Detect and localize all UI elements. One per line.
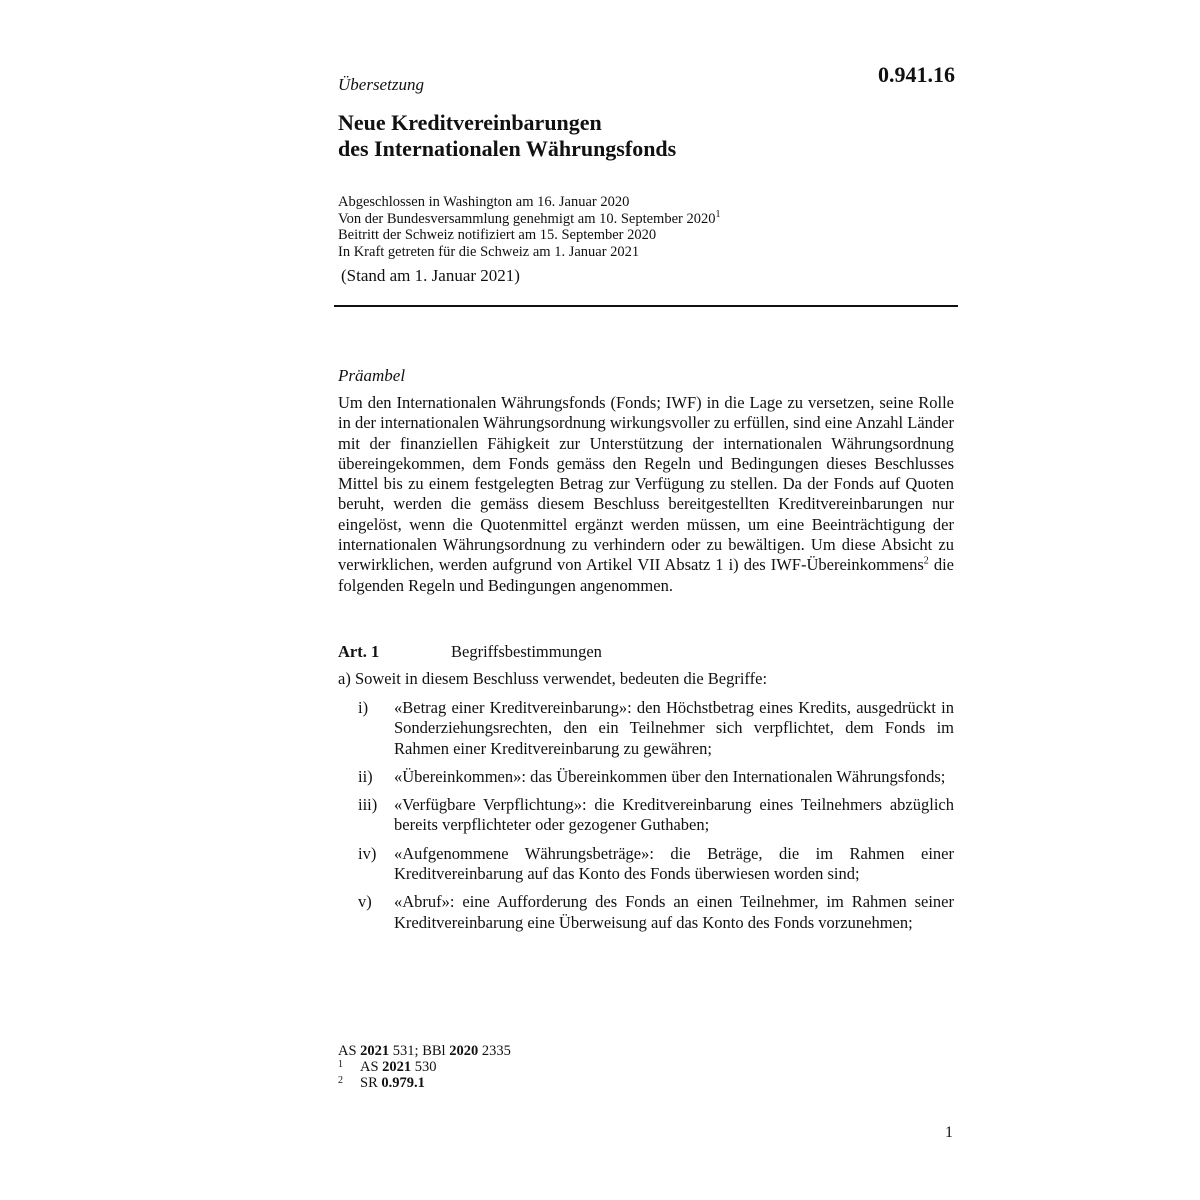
preamble-text-main: Um den Internationalen Währungsfonds (Fonds; IWF) in die Lage zu versetzen, seine Rolle in der internationalen Währungsordnung wirkungsvoller zu erfüllen, sind eine Anzahl Länder mit der finanziellen Fähigkeit zur Unterstützung der internationalen Währungsordnung übereingekommen, dem Fonds gemäss den Regeln und Bedingungen dieses Beschlusses Mittel bis zu einem festgelegten Betrag zur Verfügung zu stellen. Da der Fonds auf Quoten beruht, werden die gemäss diesem Beschluss bereitgestellten Kreditvereinbarungen nur eingelöst, wenn die Quotenmittel ergänzt werden müssen, um eine Beeinträchtigung der internationalen Währungsordnung zu verhindern oder zu bewältigen. Um diese Absicht zu verwirklichen, werden aufgrund von Artikel VII Absatz 1 i) des IWF-Übereinkommens bbox=[338, 393, 954, 575]
definition-number: iii) bbox=[358, 795, 378, 815]
footnote-2 bbox=[338, 1075, 511, 1091]
definition-text: «Aufgenommene Währungsbeträge»: die Beträge, die im Rahmen einer Kreditvereinbarung auf das Konto des Fonds überwiesen worden sind; bbox=[394, 843, 954, 884]
footnote-mark: 1 bbox=[338, 1059, 343, 1070]
source-bbl-year: 2020 bbox=[449, 1043, 479, 1059]
footnote-prefix: SR bbox=[360, 1075, 382, 1091]
footnote-bold: 0.979.1 bbox=[381, 1075, 425, 1091]
meta-approved: Von der Bundesversammlung genehmigt am 10. September 2020 bbox=[338, 210, 716, 227]
header-divider bbox=[334, 305, 958, 307]
page-number: 1 bbox=[945, 1124, 953, 1141]
definition-item bbox=[338, 767, 954, 787]
preamble-text-end: die folgenden Regeln und Bedingungen angenommen. bbox=[338, 555, 954, 595]
source-as-year: 2021 bbox=[360, 1043, 390, 1059]
footnote-ref-2[interactable]: 2 bbox=[923, 555, 929, 567]
title-line-1: Neue Kreditvereinbarungen bbox=[338, 110, 602, 135]
article-heading bbox=[338, 642, 602, 662]
definition-text: «Betrag einer Kreditvereinbarung»: den Höchstbetrag eines Kredits, ausgedrückt in Sonderziehungsrechten, den ein Teilnehmer sich verpflichtet, dem Fonds im Rahmen einer Kreditvereinbarung zu gewähren; bbox=[394, 698, 954, 758]
definition-text: «Abruf»: eine Aufforderung des Fonds an einen Teilnehmer, im Rahmen seiner Kreditvereinbarung eine Überweisung auf das Konto des Fonds vorzunehmen; bbox=[394, 892, 954, 932]
document-title bbox=[338, 110, 676, 162]
footnote-text[interactable] bbox=[360, 1059, 437, 1075]
footnote-suffix: 530 bbox=[411, 1059, 437, 1075]
sr-number: 0.941.16 bbox=[878, 62, 955, 87]
article-intro: a) Soweit in diesem Beschluss verwendet, bedeuten die Begriffe: bbox=[338, 669, 768, 688]
meta-in-force: In Kraft getreten für die Schweiz am 1. Januar 2021 bbox=[338, 243, 640, 260]
footnote-ref-1[interactable]: 1 bbox=[715, 208, 721, 220]
definition-number: iv) bbox=[358, 843, 377, 863]
meta-approved-line bbox=[338, 208, 721, 228]
status-date: (Stand am 1. Januar 2021) bbox=[341, 266, 520, 285]
definition-text: «Verfügbare Verpflichtung»: die Kreditvereinbarung eines Teilnehmers abzüglich bereits verpflichteter oder gezogener Guthaben; bbox=[394, 795, 954, 835]
definition-number: v) bbox=[358, 892, 372, 912]
definition-number: ii) bbox=[358, 766, 373, 786]
title-line-2: des Internationalen Währungsfonds bbox=[338, 136, 677, 161]
definition-item bbox=[338, 698, 954, 759]
article-title: Begriffsbestimmungen bbox=[451, 642, 602, 661]
translation-label: Übersetzung bbox=[338, 75, 424, 94]
source-reference bbox=[338, 1043, 511, 1059]
meta-concluded: Abgeschlossen in Washington am 16. Januar 2020 bbox=[338, 194, 630, 210]
footnote-text[interactable] bbox=[360, 1075, 425, 1091]
definition-item bbox=[338, 795, 954, 836]
preamble-heading: Präambel bbox=[338, 366, 406, 385]
meta-notified: Beitritt der Schweiz notifiziert am 15. September 2020 bbox=[338, 227, 657, 243]
definition-number: i) bbox=[358, 698, 369, 717]
article-number: Art. 1 bbox=[338, 642, 380, 661]
footnotes bbox=[338, 1043, 511, 1091]
definition-list bbox=[338, 698, 954, 941]
definition-text: «Übereinkommen»: das Übereinkommen über den Internationalen Währungsfonds; bbox=[394, 766, 946, 786]
source-bbl-page: 2335 bbox=[478, 1043, 511, 1059]
definition-item bbox=[338, 844, 954, 885]
source-as-page: 531; BBl bbox=[389, 1043, 450, 1059]
definition-item bbox=[338, 892, 954, 933]
footnote-1 bbox=[338, 1059, 511, 1075]
preamble-paragraph bbox=[338, 393, 954, 596]
footnote-bold: 2021 bbox=[382, 1059, 412, 1075]
footnote-prefix: AS bbox=[360, 1059, 383, 1075]
document-meta bbox=[338, 194, 720, 260]
source-as-prefix: AS bbox=[338, 1043, 361, 1059]
footnote-mark: 2 bbox=[338, 1075, 343, 1086]
